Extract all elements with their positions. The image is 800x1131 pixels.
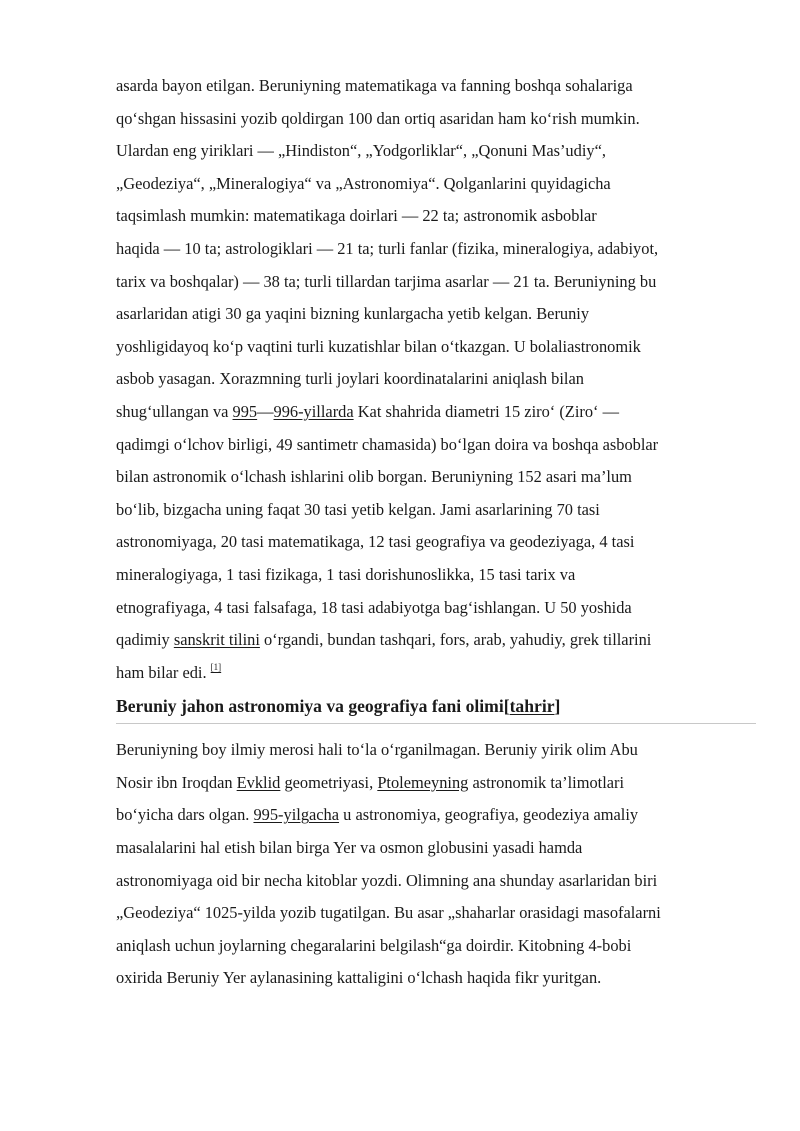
text-line	[116, 799, 756, 832]
text-line: yoshligidayoq ko‘p vaqtini turli kuzatishlar bilan o‘tkazgan. U bolaliastronomik	[116, 336, 641, 356]
heading-title: Beruniy jahon astronomiya va geografiya fani olimi	[116, 696, 504, 717]
link-996-yillarda[interactable]: 996-yillarda	[273, 401, 354, 421]
text-line: haqida — 10 ta; astrologiklari — 21 ta; turli fanlar (fizika, mineralogiya, adabiyot,	[116, 238, 659, 258]
edit-section-link[interactable]: tahrir	[509, 696, 555, 717]
section-heading	[116, 693, 756, 724]
text-fragment: geometriyasi,	[280, 772, 378, 792]
paragraph-works-list	[116, 70, 756, 689]
text-line: qadimgi o‘lchov birligi, 49 santimetr chamasida) bo‘lgan doira va boshqa asboblar	[116, 434, 659, 454]
text-line	[116, 624, 756, 657]
reference-link-1[interactable]: [1]	[210, 661, 222, 672]
text-line	[116, 767, 756, 800]
text-fragment: u astronomiya, geografiya, geodeziya amaliy	[339, 805, 639, 825]
text-line: aniqlash uchun joylarning chegaralarini belgilash“ga doirdir. Kitobning 4-bobi	[116, 935, 632, 955]
text-line: qo‘shgan hissasini yozib qoldirgan 100 dan ortiq asaridan ham ko‘rish mumkin.	[116, 108, 640, 128]
text-line: oxirida Beruniy Yer aylanasining kattaligini o‘lchash haqida fikr yuritgan.	[116, 968, 602, 988]
text-fragment: o‘rgandi, bundan tashqari, fors, arab, yahudiy, grek tillarini	[259, 630, 652, 650]
link-sanskrit-tilini[interactable]: sanskrit tilini	[173, 630, 260, 650]
text-line: astronomiyaga, 20 tasi matematikaga, 12 tasi geografiya va geodeziyaga, 4 tasi	[116, 532, 635, 552]
link-995-yilgacha[interactable]: 995-yilgacha	[253, 805, 340, 825]
link-evklid[interactable]: Evklid	[236, 772, 281, 792]
text-line: bo‘lib, bizgacha uning faqat 30 tasi yetib kelgan. Jami asarlarining 70 tasi	[116, 499, 600, 519]
text-line: bilan astronomik o‘lchash ishlarini olib borgan. Beruniyning 152 asari ma’lum	[116, 467, 632, 487]
text-line: tarix va boshqalar) — 38 ta; turli tillardan tarjima asarlar — 21 ta. Beruniyning bu	[116, 271, 657, 291]
text-line: Ulardan eng yiriklari — „Hindiston“, „Yodgorliklar“, „Qonuni Mas’udiy“,	[116, 141, 606, 161]
edit-bracket-close: ]	[554, 696, 561, 717]
text-line: astronomiyaga oid bir necha kitoblar yozdi. Olimning ana shunday asarlaridan biri	[116, 870, 658, 890]
text-fragment: bo‘yicha dars olgan.	[116, 805, 254, 825]
dash-separator: —	[257, 401, 274, 421]
text-line: etnografiyaga, 4 tasi falsafaga, 18 tasi adabiyotga bag‘ishlangan. U 50 yoshida	[116, 597, 632, 617]
text-fragment: Kat shahrida diametri 15 ziro‘ (Ziro‘ —	[353, 401, 619, 421]
text-line: asarda bayon etilgan. Beruniyning matematikaga va fanning boshqa sohalariga	[116, 76, 633, 95]
text-line: Beruniyning boy ilmiy merosi hali to‘la o‘rganilmagan. Beruniy yirik olim Abu	[116, 740, 638, 760]
text-line: asbob yasagan. Xorazmning turli joylari koordinatalarini aniqlash bilan	[116, 369, 584, 389]
text-line	[116, 396, 756, 429]
text-fragment: astronomik ta’limotlari	[468, 772, 625, 792]
text-line: asarlaridan atigi 30 ga yaqini bizning kunlargacha yetib kelgan. Beruniy	[116, 304, 590, 324]
link-995[interactable]: 995	[232, 401, 258, 421]
text-line: taqsimlash mumkin: matematikaga doirlari — 22 ta; astronomik asboblar	[116, 206, 597, 226]
text-fragment: ham bilar edi.	[116, 662, 211, 682]
text-line	[116, 657, 756, 690]
link-ptolemeyning[interactable]: Ptolemeyning	[377, 772, 469, 792]
article-content	[116, 70, 756, 995]
text-line: mineralogiyaga, 1 tasi fizikaga, 1 tasi dorishunoslikka, 15 tasi tarix va	[116, 564, 576, 584]
edit-bracket-open: [	[503, 696, 510, 717]
text-fragment: shug‘ullangan va	[116, 401, 233, 421]
text-fragment: qadimiy	[116, 630, 174, 650]
text-line: „Geodeziya“, „Mineralogiya“ va „Astronomiya“. Qolganlarini quyidagicha	[116, 173, 611, 193]
paragraph-scientific-legacy	[116, 734, 756, 995]
text-line: „Geodeziya“ 1025-yilda yozib tugatilgan. Bu asar „shaharlar orasidagi masofalarni	[116, 903, 661, 923]
text-fragment: Nosir ibn Iroqdan	[116, 772, 237, 792]
text-line: masalalarini hal etish bilan birga Yer va osmon globusini yasadi hamda	[116, 838, 583, 858]
